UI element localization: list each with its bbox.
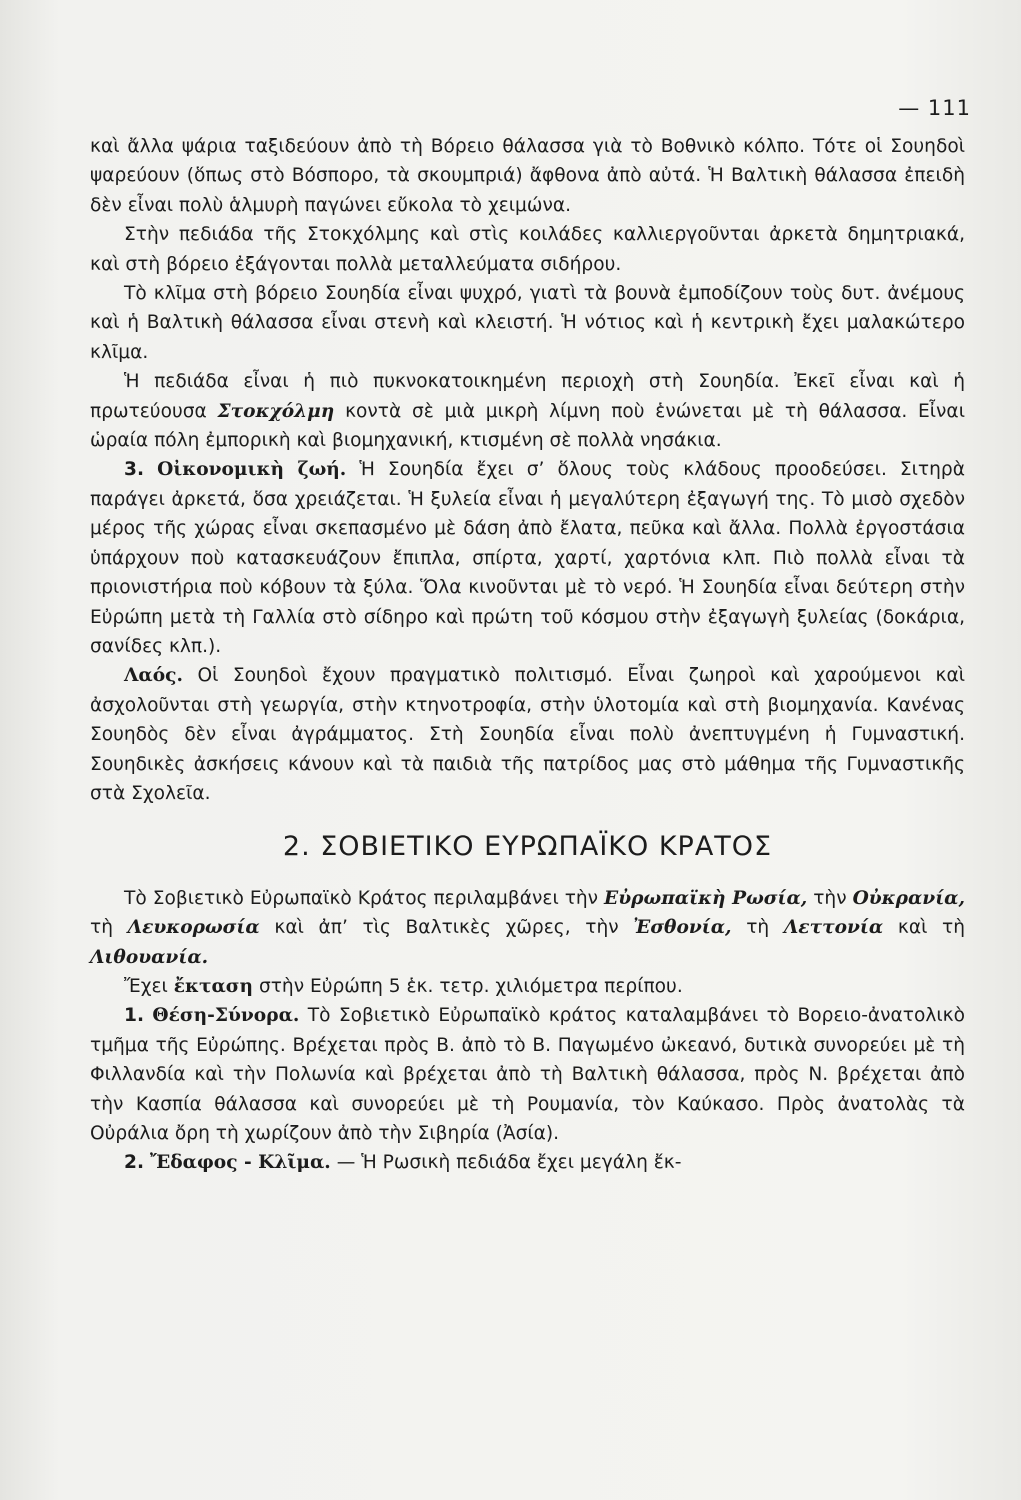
- paragraph-stockholm-plain: Στὴν πεδιάδα τῆς Στοκχόλμης καὶ στὶς κοιλάδες καλλιεργοῦνται ἀρκετὰ δημητριακά, καὶ στὴ βόρειο ἐξάγονται πολλὰ μεταλλεύματα σιδήρου.: [90, 224, 965, 275]
- capital-name: Στοκχόλμη: [217, 400, 335, 422]
- area-text-before: Ἔχει: [124, 975, 168, 997]
- section-text: — Ἡ Ρωσικὴ πεδιάδα ἔχει μεγάλη ἔκ-: [336, 1152, 682, 1174]
- section-title: Ἔδαφος - Κλῖμα.: [149, 1152, 331, 1174]
- capital-text-after: κοντὰ σὲ μιὰ μικρὴ λίμνη ποὺ ἑνώνεται μὲ τὴ θάλασσα. Εἶναι ὡραία πόλη ἐμπορικὴ καὶ βιομηχανική, κτισμένη σὲ πολλὰ νησάκια.: [90, 400, 965, 452]
- intro-text: Τὸ Σοβιετικὸ Εὐρωπαϊκὸ Κράτος περιλαμβάνει τὴν: [124, 887, 599, 909]
- section-text: Οἱ Σουηδοὶ ἔχουν πραγματικὸ πολιτισμό. Εἶναι ζωηροὶ καὶ χαρούμενοι καὶ ἀσχολοῦνται στὴ γεωργία, στὴν κτηνοτροφία, στὴν ὑλοτομία καὶ στὴ βιομηχανία. Κανένας Σουηδὸς δὲν εἶναι ἀγράμματος. Στὴ Σουηδία εἶναι πολὺ ἀνεπτυγμένη ἡ Γυμναστική. Σουηδικὲς ἀσκήσεις κάνουν καὶ τὰ παιδιὰ τῆς πατρίδος μας στὸ μάθημα τῆς Γυμναστικῆς στὰ Σχολεῖα.: [90, 665, 965, 804]
- section-title: Θέση-Σύνορα.: [152, 1005, 300, 1027]
- section-economy: [90, 455, 965, 661]
- capital-text-before: Ἡ πεδιάδα εἶναι ἡ πιὸ πυκνοκατοικημένη περιοχὴ στὴ Σουηδία. Ἐκεῖ εἶναι καὶ ἡ πρωτεύουσα: [90, 371, 965, 422]
- region-name: Λιθουανία.: [90, 946, 209, 968]
- intro-text: τὴ: [746, 917, 770, 939]
- region-name: Ἐσθονία,: [633, 917, 732, 939]
- chapter-heading: 2. ΣΟΒΙΕΤΙΚΟ ΕΥΡΩΠΑΪΚΟ ΚΡΑΤΟΣ: [282, 831, 773, 863]
- section-terrain: [90, 1148, 965, 1177]
- page-body: [90, 132, 965, 1178]
- section-borders: [90, 1001, 965, 1148]
- section-number: 2.: [124, 1152, 145, 1174]
- section-people: [90, 661, 965, 808]
- section-title: Οἰκονομικὴ ζωή.: [157, 459, 347, 481]
- intro-text: καὶ τὴ: [897, 917, 966, 939]
- intro-text: τὴ: [90, 917, 113, 939]
- paragraph-capital: [90, 367, 965, 455]
- region-name: Λεττονία: [783, 917, 884, 939]
- paragraph-fish: καὶ ἄλλα ψάρια ταξιδεύουν ἀπὸ τὴ Βόρειο θάλασσα γιὰ τὸ Βοθνικὸ κόλπο. Τότε οἱ Σουηδοὶ ψαρεύουν (ὅπως στὸ Βόσπορο, τὰ σκουμπριά) ἄφθονα ἀπὸ αὐτά. Ἡ Βαλτικὴ θάλασσα ἐπειδὴ δὲν εἶναι πολὺ ἁλμυρὴ παγώνει εὔκολα τὸ χειμώνα.: [90, 136, 965, 216]
- paragraph-intro: [90, 884, 965, 972]
- intro-text: καὶ ἀπ’ τὶς Βαλτικὲς χῶρες, τὴν: [274, 917, 619, 939]
- section-title: Λαός.: [124, 665, 183, 687]
- area-text-after: στὴν Εὐρώπη 5 ἑκ. τετρ. χιλιόμετρα περίπου.: [258, 975, 683, 997]
- region-name: Οὐκρανία,: [852, 887, 965, 909]
- paragraph-climate: Τὸ κλῖμα στὴ βόρειο Σουηδία εἶναι ψυχρό, γιατὶ τὰ βουνὰ ἐμποδίζουν τοὺς δυτ. ἀνέμους καὶ ἡ Βαλτικὴ θάλασσα εἶναι στενὴ καὶ κλειστή. Ἡ νότιος καὶ ἡ κεντρικὴ ἔχει μαλακώτερο κλῖμα.: [90, 283, 965, 363]
- area-keyword: ἔκταση: [173, 975, 254, 997]
- section-text: Ἡ Σουηδία ἔχει σ’ ὅλους τοὺς κλάδους προοδεύσει. Σιτηρὰ παράγει ἀρκετά, ὅσα χρειάζεται. Ἡ ξυλεία εἶναι ἡ μεγαλύτερη ἐξαγωγή της. Τὸ μισὸ σχεδὸν μέρος τῆς χώρας εἶναι σκεπασμένο μὲ δάση ἀπὸ ἔλατα, πεῦκα καὶ ἄλλα. Πολλὰ ἐργοστάσια ὑπάρχουν ποὺ κατασκευάζουν ἔπιπλα, σπίρτα, χαρτί, χαρτόνια κλπ. Πιὸ πολλὰ εἶναι τὰ πριονιστήρια ποὺ κόβουν τὰ ξύλα. Ὅλα κινοῦνται μὲ τὸ νερό. Ἡ Σουηδία εἶναι δεύτερη στὴν Εὐρώπη μετὰ τὴ Γαλλία στὸ σίδηρο καὶ πρώτη τοῦ κόσμου στὴν ἐξαγωγὴ ξυλείας (δοκάρια, σανίδες κλπ.).: [90, 459, 965, 657]
- region-name: Λευκορωσία: [127, 917, 260, 939]
- section-number: 1.: [124, 1005, 145, 1027]
- section-number: 3.: [124, 459, 145, 481]
- section-text: Τὸ Σοβιετικὸ Εὐρωπαϊκὸ κράτος καταλαμβάνει τὸ Βορειο-ἀνατολικὸ τμῆμα τῆς Εὐρώπης. Βρέχεται πρὸς Β. ἀπὸ τὸ Β. Παγωμένο ὠκεανό, δυτικὰ συνορεύει μὲ τὴ Φιλλανδία καὶ τὴν Πολωνία καὶ βρέχεται ἀπὸ τὴ Βαλτικὴ θάλασσα, πρὸς Ν. βρέχεται ἀπὸ τὴν Κασπία θάλασσα καὶ συνορεύει μὲ τὴ Ρουμανία, τὸν Καύκασο. Πρὸς ἀνατολὰς τὰ Οὐράλια ὄρη τὴ χωρίζουν ἀπὸ τὴν Σιβηρία (Ἀσία).: [90, 1005, 965, 1144]
- page-number: — 111: [898, 96, 971, 120]
- region-name: Εὐρωπαϊκὴ Ρωσία,: [604, 887, 808, 909]
- paragraph-area: [90, 972, 965, 1001]
- intro-text: τὴν: [813, 887, 847, 909]
